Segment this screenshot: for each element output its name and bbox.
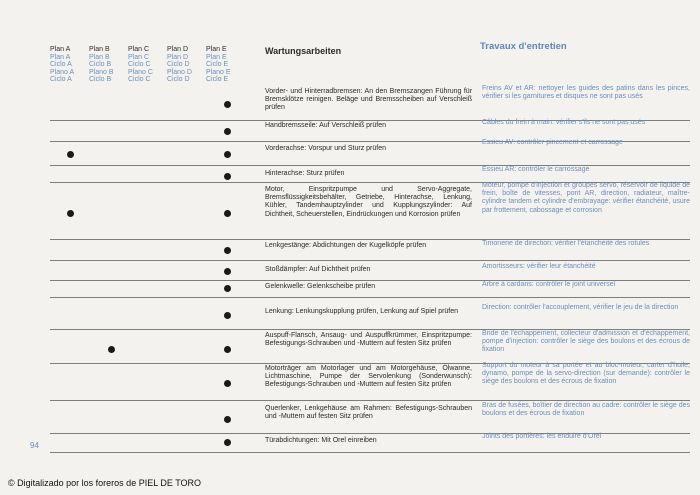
task-german: Türabdichtungen: Mit Orel einreiben [265, 437, 377, 444]
plan-e-dot [224, 151, 231, 158]
task-french: Amortisseurs: vérifier leur étanchéité [482, 263, 596, 270]
plan-a-pt: Plano A [50, 68, 75, 76]
plan-d-header [167, 46, 206, 84]
maintenance-row [50, 434, 690, 453]
heading-french: Travaux d'entretien [480, 41, 567, 52]
plan-d-fr: Plan D [167, 53, 189, 61]
row-divider [50, 452, 690, 453]
plan-d-pt: Plano D [167, 68, 192, 76]
plan-b-it: Ciclo B [89, 61, 112, 69]
task-german: Lenkgestänge: Abdichtungen der Kugelköpfe prüfen [265, 242, 427, 249]
plan-c-de: Plan C [128, 46, 150, 53]
plan-e-dot [224, 128, 231, 135]
plan-b-es: Ciclo B [89, 76, 112, 84]
maintenance-row [50, 261, 690, 281]
task-german: Stoßdämpfer: Auf Dichtheit prüfen [265, 266, 371, 273]
page-number: 94 [30, 441, 39, 450]
maintenance-row [50, 139, 690, 166]
maintenance-row [50, 364, 690, 401]
plan-b-de: Plan B [89, 46, 110, 53]
plan-e-es: Ciclo E [206, 76, 229, 84]
plan-b-fr: Plan B [89, 53, 110, 61]
task-german: Gelenkwelle: Gelenkscheibe prüfen [265, 283, 376, 290]
plan-c-fr: Plan C [128, 53, 150, 61]
maintenance-row [50, 85, 690, 121]
plan-a-dot [67, 151, 74, 158]
task-german: Querlenker, Lenkgehäuse am Rahmen: Befestigungs-Schrauben und -Muttern auf festen Sitz prüfen [265, 405, 472, 421]
plan-c-es: Ciclo C [128, 76, 151, 84]
plan-e-dot [224, 312, 231, 319]
task-german: Motor, Einspritzpumpe und Servo-Aggregate, Bremsflüssigkeitsbehälter, Getriebe, Hinterachse, Lenkung, Kühler, Tandemhauptzylinder und Kupplungszylinder: Auf Dichtheit, Scheuerstellen, Eindrückungen und Korrosion prüfen [265, 186, 472, 218]
plan-e-dot [224, 285, 231, 292]
plan-columns-header [50, 46, 245, 84]
plan-a-header [50, 46, 89, 84]
heading-german: Wartungsarbeiten [265, 46, 342, 56]
maintenance-row [50, 183, 690, 240]
task-german: Handbremsseile: Auf Verschleiß prüfen [265, 122, 387, 129]
maintenance-row [50, 330, 690, 364]
plan-c-header [128, 46, 167, 84]
task-french: Timonerie de direction: vérifier l'étanchéité des rotules [482, 240, 650, 247]
task-french: Direction: contrôler l'accouplement, vérifier le jeu de la direction [482, 304, 679, 311]
task-german: Motorträger am Motorlager und am Motorgehäuse, Ölwanne, Lichtmaschine, Pumpe der Servolenkung (Sonderwunsch): Befestigungs-Schrauben und -Muttern auf festen Sitz prüfen [265, 365, 472, 389]
plan-e-fr: Plan E [206, 53, 227, 61]
plan-d-es: Ciclo D [167, 76, 190, 84]
plan-e-it: Ciclo E [206, 61, 229, 69]
plan-e-dot [224, 173, 231, 180]
maintenance-row [50, 401, 690, 434]
task-german: Vorderachse: Vorspur und Sturz prüfen [265, 145, 387, 152]
task-french: Joints des portières: les enduire d'Orel [482, 433, 602, 440]
plan-b-dot [108, 346, 115, 353]
task-french: Support du moteur à sa portée et au bloc-moteur, carter d'huile, dynamo, pompe de la servo-direction (sur demande): contrôler le siège des boulons et des écrous de fixation [482, 362, 690, 386]
maintenance-row [50, 240, 690, 261]
plan-a-fr: Plan A [50, 53, 71, 61]
plan-a-it: Ciclo A [50, 61, 72, 69]
plan-e-dot [224, 101, 231, 108]
task-french: Bras de fusées, boîtier de direction au cadre: contrôler le siège des boulons et des écrous de fixation [482, 402, 690, 418]
plan-d-de: Plan D [167, 46, 189, 53]
task-german: Vorder- und Hinterradbremsen: An den Bremszangen Führung für Bremsklötze reinigen. Beläge und Bremsscheiben auf Verschleiß prüfen [265, 88, 472, 112]
maintenance-row [50, 166, 690, 183]
plan-e-de: Plan E [206, 46, 227, 53]
plan-e-dot [224, 439, 231, 446]
plan-e-pt: Plano E [206, 68, 231, 76]
task-french: Freins AV et AR: nettoyer les guides des patins dans les pinces, vérifier si les garnitures et disques ne sont pas usés [482, 85, 690, 101]
plan-d-it: Ciclo D [167, 61, 190, 69]
task-french: Essieu AV: contrôler pincement et carrossage [482, 139, 623, 146]
plan-b-header [89, 46, 128, 84]
plan-a-dot [67, 210, 74, 217]
plan-a-es: Ciclo A [50, 76, 72, 84]
task-german: Hinterachse: Sturz prüfen [265, 170, 345, 177]
task-french: Arbre à cardans: contrôler le joint universel [482, 281, 616, 288]
task-german: Lenkung: Lenkungskupplung prüfen, Lenkung auf Spiel prüfen [265, 308, 459, 315]
plan-b-pt: Plano B [89, 68, 114, 76]
plan-e-dot [224, 210, 231, 217]
plan-c-pt: Plano C [128, 68, 153, 76]
plan-e-dot [224, 247, 231, 254]
plan-c-it: Ciclo C [128, 61, 151, 69]
task-french: Bride de l'échappement, collecteur d'admission et d'échappement, pompe d'injection: contrôler le siège des boulons et des écrous de fixation [482, 330, 690, 354]
plan-a-de: Plan A [50, 46, 71, 53]
copyright-footer: © Digitalizado por los foreros de PIEL DE TORO [8, 478, 202, 488]
task-german: Auspuff-Flansch, Ansaug- und Auspuffkrümmer, Einspritzpumpe: Befestigungs-Schrauben und -Muttern auf festen Sitz prüfen [265, 332, 472, 348]
maintenance-row [50, 281, 690, 298]
plan-e-header [206, 46, 245, 84]
task-french: Essieu AR: contrôler le carrossage [482, 166, 590, 173]
plan-e-dot [224, 380, 231, 387]
plan-e-dot [224, 346, 231, 353]
task-french: Câbles du frein à main: vérifier s'ils ne sont pas usés [482, 119, 646, 126]
task-french: Moteur, pompe d'injection et groupes servo, réservoir de liquide de frein, boîte de vitesses, pont AR, direction, radiateur, maître-cylindre tandem et cylindre d'embrayage: vérifier étanchéité, usure par frottement, cabossage et corrosion [482, 182, 690, 214]
maintenance-row [50, 298, 690, 330]
plan-e-dot [224, 416, 231, 423]
plan-e-dot [224, 268, 231, 275]
